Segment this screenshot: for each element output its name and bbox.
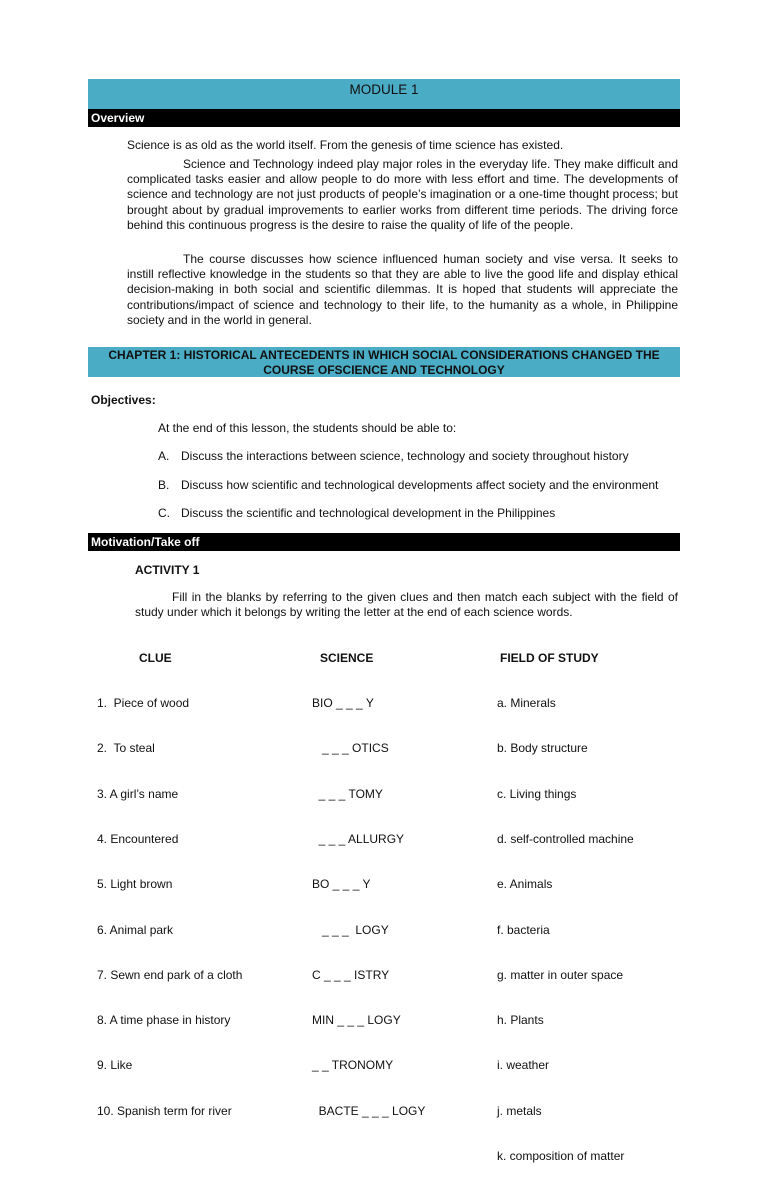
objective-letter: C. — [158, 506, 170, 520]
field-item: f. bacteria — [497, 922, 550, 937]
activity-instruction: Fill in the blanks by referring to the given clues and then match each subject with the field of study under which it belongs by writing the letter at the end of each science words. — [135, 590, 678, 620]
science-item: _ _ _ TOMY — [312, 786, 383, 801]
objective-item-b — [158, 478, 659, 493]
objective-letter: B. — [158, 478, 170, 492]
clue-list — [97, 666, 242, 1134]
objective-item-c — [158, 506, 556, 521]
field-item: g. matter in outer space — [497, 967, 624, 982]
field-item: h. Plants — [497, 1013, 544, 1028]
objectives-intro: At the end of this lesson, the students should be able to: — [158, 421, 457, 435]
motivation-heading-bar — [88, 533, 680, 551]
science-item: BIO _ _ _ Y — [312, 696, 374, 711]
clue-item: 4. Encountered — [97, 832, 179, 847]
field-item: d. self-controlled machine — [497, 832, 634, 847]
clue-item: 8. A time phase in history — [97, 1013, 231, 1028]
clue-item: 3. A girl’s name — [97, 786, 179, 801]
clue-item: 5. Light brown — [97, 877, 173, 892]
science-item: _ _ _ LOGY — [312, 922, 389, 937]
science-item: _ _ _ OTICS — [312, 741, 389, 756]
field-item: c. Living things — [497, 786, 577, 801]
overview-heading-bar — [88, 109, 680, 127]
field-column-header: FIELD OF STUDY — [500, 651, 599, 665]
motivation-heading: Motivation/Take off — [91, 535, 200, 549]
clue-item: 2. To steal — [97, 741, 155, 756]
science-column-header: SCIENCE — [320, 651, 374, 665]
overview-paragraph-2: Science and Technology indeed play major roles in the everyday life. They make difficult and complicated tasks easier and allow people to do more with less effort and time. The developments of science and technology are not just products of people’s imagination or a one-time thought process; but brought about by gradual improvements to earlier works from different time periods. The driving force behind this continuous progress is the desire to raise the quality of life of the people. — [127, 157, 678, 232]
objective-letter: A. — [158, 449, 170, 463]
module-title-bar — [88, 79, 680, 109]
clue-column-header: CLUE — [139, 651, 172, 665]
field-list — [497, 666, 634, 1179]
overview-paragraph-3: The course discusses how science influenced human society and vise versa. It seeks to instill reflective knowledge in the students so that they are able to live the good life and display ethical decision-making in both social and scientific dilemmas. It is hoped that students will appreciate the contributions/impact of science and technology to their life, to the humanity as a whole, in Philippine society and in the world in general. — [127, 252, 678, 327]
field-item: i. weather — [497, 1058, 550, 1073]
science-item: _ _ _ ALLURGY — [312, 832, 405, 847]
module-title: MODULE 1 — [349, 82, 419, 97]
science-list — [312, 666, 425, 1134]
field-item: b. Body structure — [497, 741, 588, 756]
field-item: e. Animals — [497, 877, 553, 892]
objective-item-a — [158, 449, 629, 464]
overview-heading: Overview — [91, 111, 145, 125]
clue-item: 1. Piece of wood — [97, 696, 190, 711]
objective-text: Discuss the scientific and technological development in the Philippines — [181, 506, 556, 520]
objectives-heading: Objectives: — [91, 393, 156, 407]
objective-text: Discuss the interactions between science, technology and society throughout history — [181, 449, 629, 463]
science-item: C _ _ _ ISTRY — [312, 967, 390, 982]
chapter-title-line-1: CHAPTER 1: HISTORICAL ANTECEDENTS IN WHICH SOCIAL CONSIDERATIONS CHANGED THE — [108, 348, 660, 362]
overview-paragraph-1: Science is as old as the world itself. From the genesis of time science has existed. — [127, 138, 564, 152]
science-item: _ _ TRONOMY — [312, 1058, 394, 1073]
activity-title: ACTIVITY 1 — [135, 563, 200, 577]
science-item: BO _ _ _ Y — [312, 877, 371, 892]
clue-item: 10. Spanish term for river — [97, 1103, 232, 1118]
field-item: a. Minerals — [497, 696, 556, 711]
field-item: j. metals — [497, 1103, 542, 1118]
clue-item: 9. Like — [97, 1058, 133, 1073]
science-item: BACTE _ _ _ LOGY — [312, 1103, 426, 1118]
objective-text: Discuss how scientific and technological developments affect society and the environment — [181, 478, 659, 492]
science-item: MIN _ _ _ LOGY — [312, 1013, 401, 1028]
field-item: k. composition of matter — [497, 1149, 625, 1163]
clue-item: 7. Sewn end park of a cloth — [97, 967, 243, 982]
clue-item: 6. Animal park — [97, 922, 174, 937]
chapter-title-bar — [88, 347, 680, 377]
chapter-title-line-2: COURSE OFSCIENCE AND TECHNOLOGY — [263, 362, 505, 377]
